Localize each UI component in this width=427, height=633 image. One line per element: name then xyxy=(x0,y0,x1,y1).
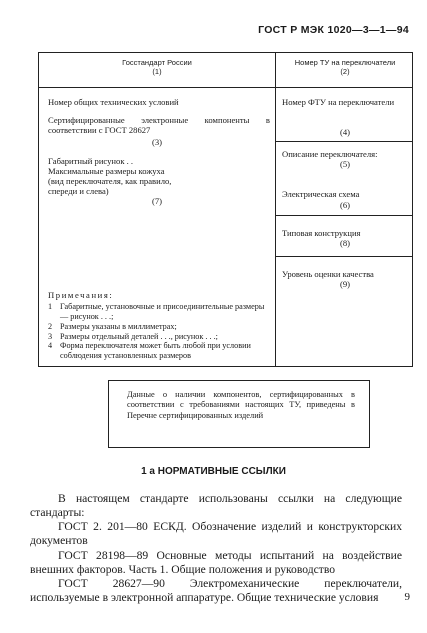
right-cell-circuit: Электрическая схема xyxy=(282,189,360,199)
header-right-text: Номер ТУ на переключатели xyxy=(294,58,396,67)
form-table xyxy=(38,52,413,367)
left-cell-spec-number: Номер общих технических условий xyxy=(48,97,179,107)
left-cell-certified: Сертифицированные электронные компоненты в соответствии с ГОСТ 28627 xyxy=(48,115,270,136)
note-item: 2 Размеры указаны в миллиметрах; xyxy=(48,321,177,331)
header-right-num: (2) xyxy=(340,66,350,76)
right-cell-quality-num: (9) xyxy=(339,279,351,289)
right-cell-ftu-num: (4) xyxy=(339,127,351,137)
right-cell-construction-num: (8) xyxy=(339,238,351,248)
note-item: 1 Габаритные, установочные и присоединительные размеры — рисунок . . .; xyxy=(48,302,265,321)
header-cell-right xyxy=(276,59,414,76)
right-cell-quality: Уровень оценки качества xyxy=(282,269,374,279)
note-item: 3 Размеры отдельный деталей . . ., рисунок . . .; xyxy=(48,331,218,341)
left-cell-drawing: Габаритный рисунок . . Максимальные размеры кожуха (вид переключателя, как правило, спереди и слева) xyxy=(48,156,172,197)
page-number: 9 xyxy=(404,591,410,603)
references-body xyxy=(30,492,402,605)
right-cell-divider xyxy=(276,141,412,142)
right-cell-circuit-num: (6) xyxy=(339,200,351,210)
section-heading: 1 а НОРМАТИВНЫЕ ССЫЛКИ xyxy=(141,466,286,477)
right-cell-divider xyxy=(276,215,412,216)
right-cell-description-num: (5) xyxy=(339,159,351,169)
right-cell-construction: Типовая конструкция xyxy=(282,228,361,238)
left-cell-drawing-num: (7) xyxy=(151,196,163,206)
standard-code: ГОСТ Р МЭК 1020—3—1—94 xyxy=(258,24,409,36)
notes-title: Примечания: xyxy=(48,290,114,300)
header-divider xyxy=(39,87,412,88)
reference-item: ГОСТ 28198—89 Основные методы испытаний на воздействие внешних факторов. Часть 1. Общие положения и руководство xyxy=(30,548,402,576)
notes-list xyxy=(48,302,270,361)
certification-note-box xyxy=(108,380,370,448)
right-cell-divider xyxy=(276,256,412,257)
reference-item: ГОСТ 28627—90 Электромеханические переключатели, используемые в электронной аппаратуре. Общие технические условия xyxy=(30,576,402,604)
header-left-num: (1) xyxy=(152,66,162,76)
header-cell-left xyxy=(39,59,275,76)
certification-note-text: Данные о наличии компонентов, сертифицированных в соответствии с требованиями настоящих ТУ, приведены в Перечне сертифицированных изделий xyxy=(127,390,355,420)
right-cell-description: Описание переключателя: xyxy=(282,149,378,159)
left-cell-certified-num: (3) xyxy=(151,137,163,147)
right-cell-ftu-number: Номер ФТУ на переключатели xyxy=(282,97,395,107)
references-intro: В настоящем стандарте использованы ссылки на следующие стандарты: xyxy=(30,492,402,520)
reference-item: ГОСТ 2. 201—80 ЕСКД. Обозначение изделий и конструкторских документов xyxy=(30,520,402,548)
header-left-text: Госстандарт России xyxy=(122,58,192,67)
note-item: 4 Форма переключателя может быть любой при условии соблюдения установленных размеров xyxy=(48,341,251,361)
